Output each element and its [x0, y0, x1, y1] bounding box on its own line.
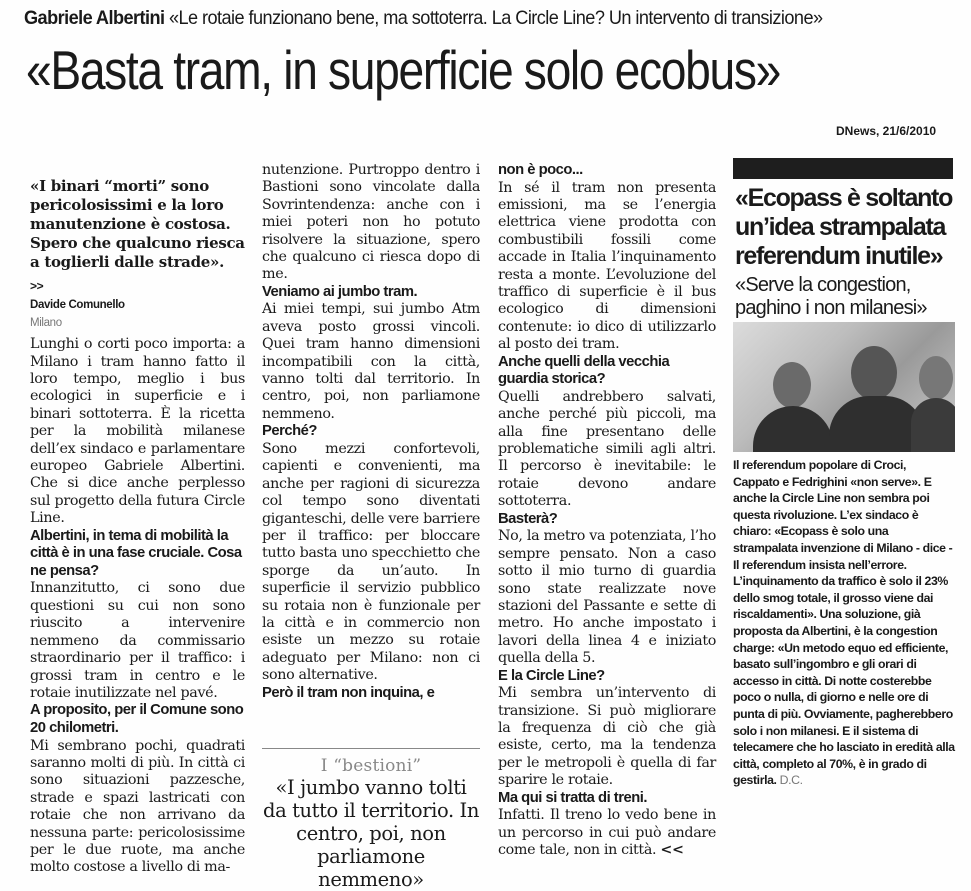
- paragraph: Lunghi o corti poco importa: a Milano i tram hanno fatto il loro tempo, meglio i bus ecologici in superficie e i binari sottoterra. È la ricetta per la mobilità milanese dell’ex sindaco e parlamentare europeo Gabriele Albertini. Che si dice anche perplesso sul progetto della futura Circle Line.: [30, 336, 245, 527]
- kicker-name: Gabriele Albertini: [24, 7, 165, 29]
- signature: D.C.: [779, 773, 803, 788]
- paragraph: Mi sembrano pochi, quadrati saranno molti di più. In città ci sono situazioni pazzesche, strade e spazi lastricati con rotaie che non arrivano da nessuna parte: pericolosissime per le due ruote, ma anche molto costose a livello di ma-: [30, 737, 245, 876]
- paragraph: nutenzione. Purtroppo dentro i Bastioni sono vincolate dalla Sovrintendenza: anche con i miei poteri non ho potuto risolvere la situazione, spero che qualcuno ci riesca dopo di me.: [262, 162, 480, 283]
- paragraph: Innanzitutto, ci sono due questioni su cui non sono riuscito a intervenire nemmeno da commissario straordinario per il traffico: i grossi tram in centro e le rotaie inutilizzate nel pavé.: [30, 580, 245, 701]
- sidebar-body: [733, 457, 955, 789]
- paragraph: Ai miei tempi, sui jumbo Atm aveva posto grossi vincoli. Quei tram hanno dimensioni incompatibili con la città, vanno tolti dal territorio. In centro, poi, non parliamone nemmeno.: [262, 301, 480, 422]
- paragraph: No, la metro va potenziata, l’ho sempre pensato. Non a caso sotto il mio turno di guardia sono state realizzate nove stazioni del Passante e sette di metro. Ho anche impostato i lavori della linea 4 e iniziato quella della 5.: [498, 528, 716, 667]
- arrows-marker: >>: [30, 279, 44, 293]
- question: E la Circle Line?: [498, 667, 605, 684]
- sidebar-headline: «Ecopass è soltanto un’idea strampalata referendum inutile»: [735, 184, 953, 270]
- callout-label: I “bestioni”: [320, 756, 422, 776]
- question: Però il tram non inquina, e: [262, 684, 435, 701]
- sidebar-subhead: «Serve la congestion, paghino i non milanesi»: [735, 274, 927, 319]
- end-mark: <<: [660, 841, 684, 858]
- pull-quote: «I binari “morti” sono pericolosissimi e la loro manutenzione è costosa. Spero che qualcuno riesca a toglierli dalle strade».: [30, 177, 245, 271]
- paragraph: In sé il tram non presenta emissioni, ma se l’energia elettrica viene prodotta con combustibili fossili come accade in Italia l’inquinamento resta a monte. L’evoluzione del traffico di superficie è il bus ecologico di dimensioni contenute: io dico di utilizzarlo al posto dei tram.: [498, 179, 716, 353]
- sidebar-paragraph-text: Il referendum popolare di Croci, Cappato e Fedrighini «non serve». E anche la Circle Line non sembra poi questa rivoluzione. L’ex sindaco è chiaro: «Ecopass è solo una strampalata invenzione di Milano - dice - Il referendum insista nell’errore. L’inquinamento da traffico è solo il 23% dello smog totale, il grosso viene dai riscaldamenti». Una soluzione, già proposta da Albertini, è la congestion charge: «Un metodo equo ed efficiente, basato sull’ingombro e gli orari di accesso in città. Di notte costerebbe poco o nulla, di giorno e nelle ore di punta di più. Ovviamente, pagherebbero solo i non milanesi. E il sistema di telecamere che ho lasciato in eredità alla città, completo al 70%, è in grado di gestirla.: [733, 458, 955, 788]
- callout-quote: «I jumbo vanno tolti da tutto il territorio. In centro, poi, non parliamone nemmeno»: [262, 776, 480, 891]
- question: Veniamo ai jumbo tram.: [262, 283, 418, 300]
- question: Basterà?: [498, 510, 558, 527]
- paragraph-text: Infatti. Il treno lo vedo bene in un percorso in cui può andare come tale, non in città.: [498, 807, 716, 858]
- question: Anche quelli della vecchia guardia storica?: [498, 353, 670, 388]
- byline: Davide Comunello: [30, 299, 125, 312]
- question: A proposito, per il Comune sono 20 chilometri.: [30, 702, 244, 736]
- column-1: [30, 177, 245, 877]
- column-2: [262, 162, 480, 702]
- source-label: DNews, 21/6/2010: [836, 124, 937, 138]
- question: Ma qui si tratta di treni.: [498, 789, 647, 806]
- question: non è poco...: [498, 162, 583, 178]
- sidebar-paragraph: [733, 457, 955, 789]
- callout-rule: [262, 748, 480, 749]
- sidebar-top-bar: [733, 158, 953, 179]
- paragraph: Quelli andrebbero salvati, anche perché più piccoli, ma alla fine presentano delle problematiche simili agli altri. Il percorso è inevitabile: le rotaie devono andare sottoterra.: [498, 388, 716, 510]
- kicker: [24, 6, 889, 30]
- kicker-quote: «Le rotaie funzionano bene, ma sottoterra. La Circle Line? Un intervento di transizione»: [168, 7, 823, 29]
- paragraph: Sono mezzi confortevoli, capienti e convenienti, ma anche per ragioni di sicurezza col tempo sono diventati giganteschi, delle vere barriere per il traffico: per bloccare tutto basta uno specchietto che sporge da un’auto. In superficie il servizio pubblico su rotaia non è funzionale per la città e in commercio non esiste un mezzo su rotaie adeguato per Milano: non ci sono alternative.: [262, 440, 480, 684]
- news-photo: [733, 322, 955, 452]
- headline: «Basta tram, in superficie solo ecobus»: [26, 39, 780, 101]
- question: Perché?: [262, 423, 317, 440]
- dateline: Milano: [30, 316, 62, 329]
- column-3: [498, 162, 716, 859]
- bestioni-callout: [262, 756, 480, 891]
- question: Albertini, in tema di mobilità la città è in una fase cruciale. Cosa ne pensa?: [30, 527, 242, 579]
- paragraph: Mi sembra un’intervento di transizione. Si può migliorare la frequenza di ciò che già esiste, certo, ma la tendenza per le metropoli è quella di far sparire le rotaie.: [498, 685, 716, 789]
- paragraph: [498, 807, 716, 859]
